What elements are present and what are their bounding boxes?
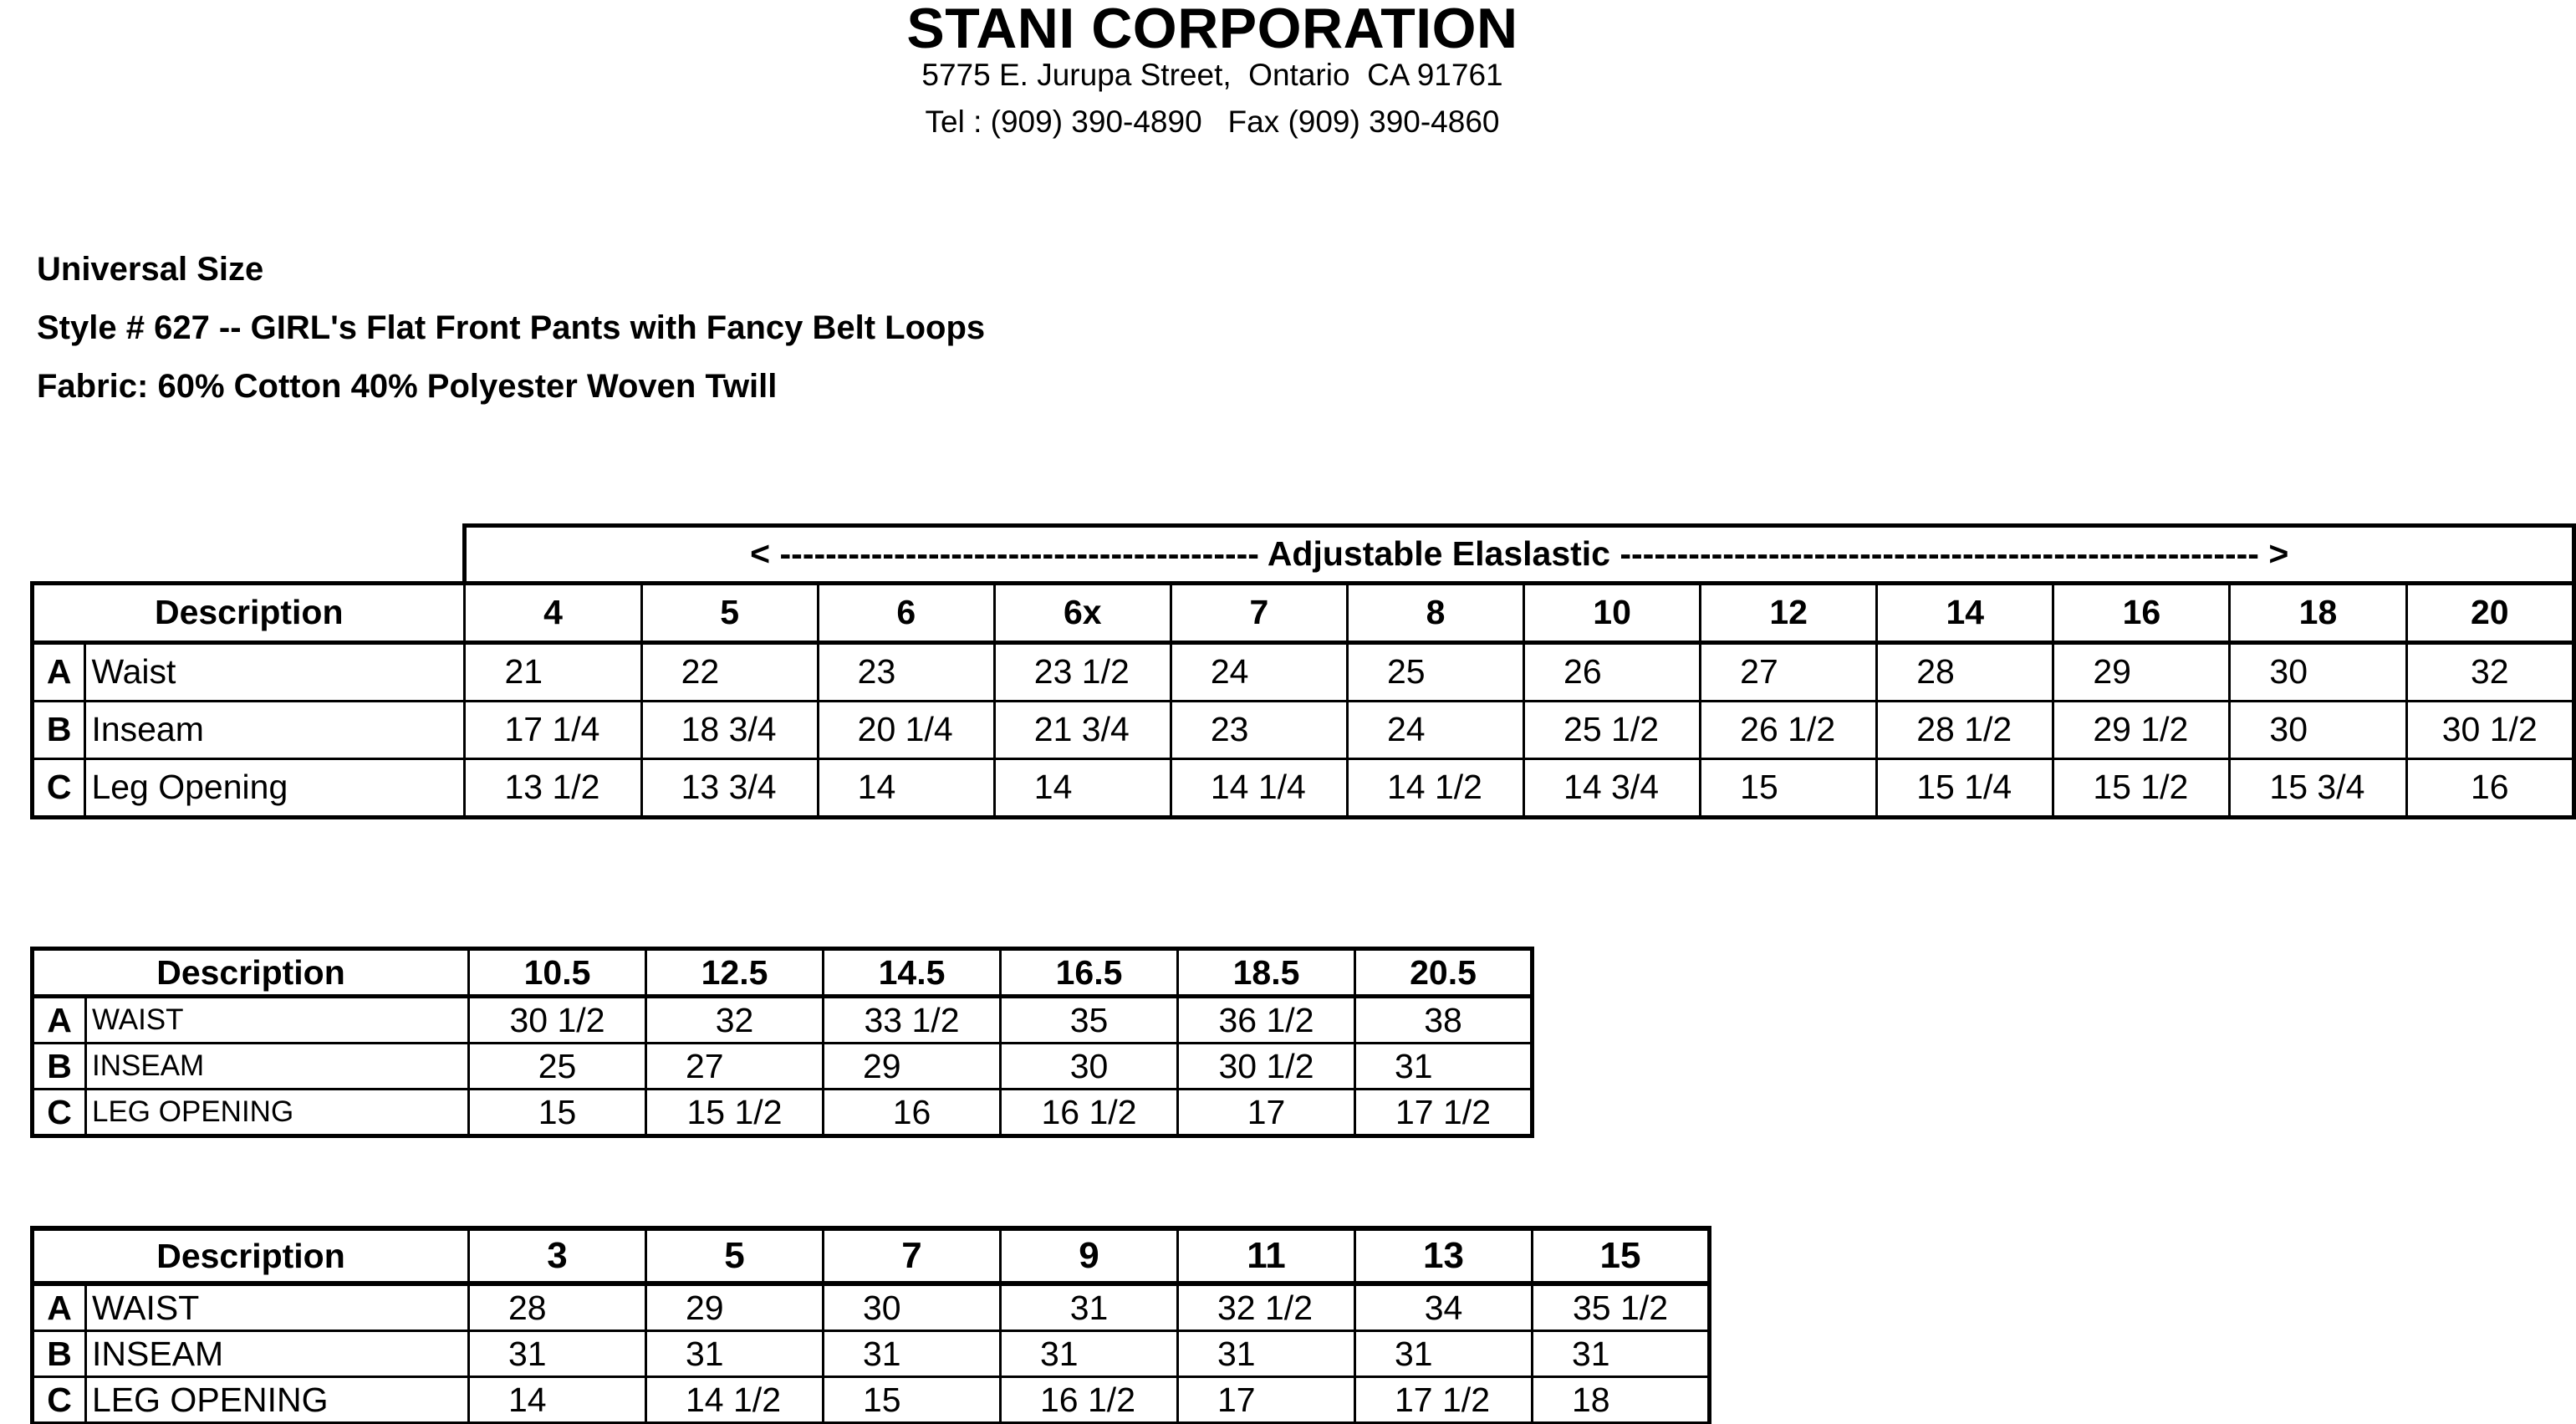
- table-cell: 31: [1001, 1331, 1178, 1377]
- table-cell: 36 1/2: [1178, 997, 1355, 1044]
- table-cell: 30: [2230, 701, 2406, 758]
- size-header: 4: [465, 583, 641, 642]
- table-cell: 14 1/2: [1347, 758, 1523, 817]
- table-cell: 14: [818, 758, 994, 817]
- row-letter: B: [33, 701, 85, 758]
- table-row: [33, 1331, 1710, 1377]
- table-cell: 30 1/2: [2406, 701, 2573, 758]
- table-cell: 18 3/4: [641, 701, 818, 758]
- table-cell: 14: [469, 1377, 646, 1423]
- size-header: 18: [2230, 583, 2406, 642]
- table-cell: 16: [2406, 758, 2573, 817]
- header-row: [33, 1228, 1710, 1284]
- table-cell: 15 3/4: [2230, 758, 2406, 817]
- size-header: 14.5: [824, 949, 1001, 997]
- header-row: [33, 583, 2574, 642]
- table-cell: 32: [2406, 642, 2573, 701]
- size-chart-junior-sizes: [30, 1226, 1711, 1424]
- size-header: 8: [1347, 583, 1523, 642]
- size-chart-regular: [30, 523, 2576, 819]
- size-header: 13: [1355, 1228, 1533, 1284]
- size-header: 14: [1877, 583, 2053, 642]
- table-cell: 31: [1178, 1331, 1355, 1377]
- table-cell: 13 1/2: [465, 758, 641, 817]
- row-label: Inseam: [85, 701, 465, 758]
- row-label: INSEAM: [86, 1331, 469, 1377]
- size-header: 3: [469, 1228, 646, 1284]
- size-header: 7: [1171, 583, 1347, 642]
- table-row: [33, 1044, 1533, 1090]
- row-label: LEG OPENING: [86, 1377, 469, 1423]
- company-name: STANI CORPORATION: [906, 0, 1518, 60]
- table-row: [33, 758, 2574, 817]
- table-cell: 23 1/2: [994, 642, 1171, 701]
- table-cell: 30: [824, 1284, 1001, 1331]
- table-cell: 25: [1347, 642, 1523, 701]
- table-cell: 23: [818, 642, 994, 701]
- table-cell: 15 1/4: [1877, 758, 2053, 817]
- size-header: 15: [1533, 1228, 1710, 1284]
- row-label: WAIST: [86, 997, 469, 1044]
- description-header: Description: [33, 949, 469, 997]
- table-cell: 31: [469, 1331, 646, 1377]
- table-cell: 23: [1171, 701, 1347, 758]
- row-letter: B: [33, 1044, 86, 1090]
- table-cell: 32: [646, 997, 824, 1044]
- table-cell: 15: [469, 1090, 646, 1136]
- row-letter: C: [33, 758, 85, 817]
- table-cell: 24: [1171, 642, 1347, 701]
- table-cell: 30 1/2: [1178, 1044, 1355, 1090]
- table-cell: 38: [1355, 997, 1533, 1044]
- table-cell: 28: [469, 1284, 646, 1331]
- row-letter: A: [33, 1284, 86, 1331]
- row-label: WAIST: [86, 1284, 469, 1331]
- row-letter: A: [33, 997, 86, 1044]
- table-cell: 15: [824, 1377, 1001, 1423]
- table-row: [33, 997, 1533, 1044]
- table-cell: 29 1/2: [2053, 701, 2230, 758]
- table-cell: 15: [1701, 758, 1877, 817]
- table-cell: 28: [1877, 642, 2053, 701]
- description-header: Description: [33, 583, 465, 642]
- size-header: 16: [2053, 583, 2230, 642]
- size-header: 16.5: [1001, 949, 1178, 997]
- table-cell: 21: [465, 642, 641, 701]
- table-cell: 25: [469, 1044, 646, 1090]
- table-cell: 30: [1001, 1044, 1178, 1090]
- table-cell: 16 1/2: [1001, 1090, 1178, 1136]
- size-header: 5: [646, 1228, 824, 1284]
- banner-row: [33, 526, 2574, 584]
- table-cell: 17 1/4: [465, 701, 641, 758]
- table-cell: 29: [824, 1044, 1001, 1090]
- table-cell: 22: [641, 642, 818, 701]
- table-cell: 31: [1001, 1284, 1178, 1331]
- company-phone-fax: Tel : (909) 390-4890 Fax (909) 390-4860: [925, 105, 1500, 139]
- size-header: 12: [1701, 583, 1877, 642]
- table-cell: 15 1/2: [2053, 758, 2230, 817]
- table-cell: 29: [2053, 642, 2230, 701]
- table-cell: 27: [1701, 642, 1877, 701]
- table-cell: 17 1/2: [1355, 1090, 1533, 1136]
- size-header: 6: [818, 583, 994, 642]
- size-header: 5: [641, 583, 818, 642]
- table-row: [33, 642, 2574, 701]
- table-cell: 15 1/2: [646, 1090, 824, 1136]
- table-cell: 16 1/2: [1001, 1377, 1178, 1423]
- row-letter: A: [33, 642, 85, 701]
- table-cell: 21 3/4: [994, 701, 1171, 758]
- size-header: 10.5: [469, 949, 646, 997]
- size-header: 12.5: [646, 949, 824, 997]
- table-cell: 14 3/4: [1524, 758, 1701, 817]
- size-header: 6x: [994, 583, 1171, 642]
- row-label: INSEAM: [86, 1044, 469, 1090]
- table-cell: 18: [1533, 1377, 1710, 1423]
- table-cell: 14 1/2: [646, 1377, 824, 1423]
- size-header: 10: [1524, 583, 1701, 642]
- table-cell: 25 1/2: [1524, 701, 1701, 758]
- table-cell: 31: [646, 1331, 824, 1377]
- size-header: 7: [824, 1228, 1001, 1284]
- row-letter: B: [33, 1331, 86, 1377]
- size-header: 11: [1178, 1228, 1355, 1284]
- table-cell: 17: [1178, 1090, 1355, 1136]
- description-header: Description: [33, 1228, 469, 1284]
- size-system-label: Universal Size: [37, 251, 264, 288]
- table-cell: 14: [994, 758, 1171, 817]
- table-cell: 13 3/4: [641, 758, 818, 817]
- table-row: [33, 1284, 1710, 1331]
- table-cell: 16: [824, 1090, 1001, 1136]
- row-label: Waist: [85, 642, 465, 701]
- table-cell: 26 1/2: [1701, 701, 1877, 758]
- table-cell: 31: [824, 1331, 1001, 1377]
- size-header: 9: [1001, 1228, 1178, 1284]
- style-description: Style # 627 -- GIRL's Flat Front Pants with Fancy Belt Loops: [37, 309, 986, 346]
- fabric-description: Fabric: 60% Cotton 40% Polyester Woven Twill: [37, 368, 778, 405]
- company-address: 5775 E. Jurupa Street, Ontario CA 91761: [921, 58, 1503, 92]
- table-cell: 31: [1355, 1044, 1533, 1090]
- table-cell: 35: [1001, 997, 1178, 1044]
- table-cell: 34: [1355, 1284, 1533, 1331]
- table-row: [33, 1377, 1710, 1423]
- table-cell: 27: [646, 1044, 824, 1090]
- adjustable-elastic-banner: < ------------------------------------------ Adjustable Elaslastic -------------------------------------------------------- >: [465, 526, 2574, 584]
- size-header: 18.5: [1178, 949, 1355, 997]
- row-label: Leg Opening: [85, 758, 465, 817]
- size-header: 20: [2406, 583, 2573, 642]
- table-cell: 17: [1178, 1377, 1355, 1423]
- header-row: [33, 949, 1533, 997]
- table-cell: 32 1/2: [1178, 1284, 1355, 1331]
- table-cell: 31: [1355, 1331, 1533, 1377]
- row-letter: C: [33, 1090, 86, 1136]
- banner-spacer: [33, 526, 465, 584]
- table-cell: 33 1/2: [824, 997, 1001, 1044]
- size-header: 20.5: [1355, 949, 1533, 997]
- table-cell: 17 1/2: [1355, 1377, 1533, 1423]
- table-cell: 26: [1524, 642, 1701, 701]
- table-cell: 35 1/2: [1533, 1284, 1710, 1331]
- table-cell: 24: [1347, 701, 1523, 758]
- table-cell: 20 1/4: [818, 701, 994, 758]
- table-cell: 14 1/4: [1171, 758, 1347, 817]
- table-row: [33, 701, 2574, 758]
- table-cell: 31: [1533, 1331, 1710, 1377]
- table-cell: 29: [646, 1284, 824, 1331]
- table-cell: 30 1/2: [469, 997, 646, 1044]
- table-cell: 30: [2230, 642, 2406, 701]
- table-row: [33, 1090, 1533, 1136]
- row-label: LEG OPENING: [86, 1090, 469, 1136]
- row-letter: C: [33, 1377, 86, 1423]
- table-cell: 28 1/2: [1877, 701, 2053, 758]
- size-chart-half-sizes: [30, 947, 1534, 1138]
